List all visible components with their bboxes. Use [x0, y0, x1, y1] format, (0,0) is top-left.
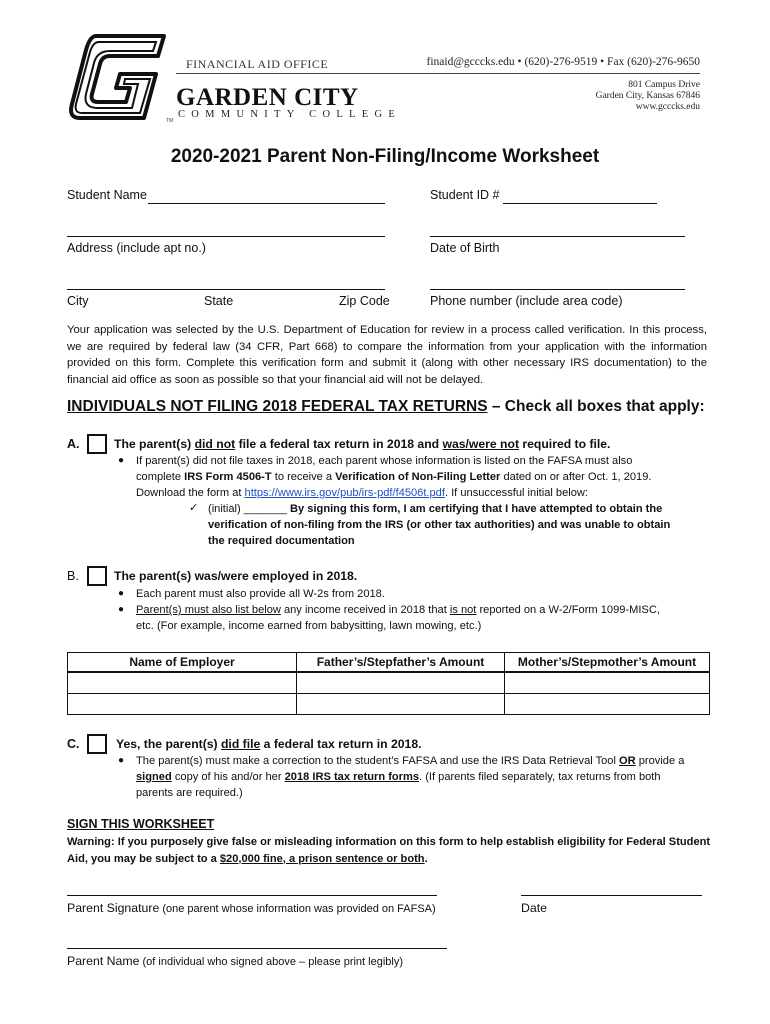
college-logo-icon [66, 32, 166, 124]
parent-signature-label: Parent Signature (one parent whose information was provided on FAFSA) [67, 901, 436, 915]
street: 801 Campus Drive [628, 80, 700, 90]
state-label: State [204, 294, 234, 308]
city-state-zip-line[interactable] [67, 289, 385, 290]
header-rule [176, 73, 700, 74]
student-id-label: Student ID # [430, 188, 500, 202]
contact-info: finaid@gcccks.edu • (620)-276-9519 • Fax (620)-276-9650 [426, 56, 700, 68]
zip-label: Zip Code [339, 294, 390, 308]
bullet-dot: ● [118, 588, 125, 599]
student-name-label: Student Name [67, 188, 147, 202]
father-amount-cell[interactable] [297, 694, 505, 715]
section-heading: INDIVIDUALS NOT FILING 2018 FEDERAL TAX RETURNS – Check all boxes that apply: [67, 398, 705, 415]
mother-amount-cell[interactable] [505, 694, 710, 715]
item-c-text: Yes, the parent(s) did file a federal tax return in 2018. [116, 737, 422, 751]
dob-label: Date of Birth [430, 241, 500, 255]
student-id-line[interactable] [503, 203, 657, 204]
col-father-amount: Father’s/Stepfather’s Amount [297, 653, 505, 673]
item-b-bullet-2: Parent(s) must also list below any income received in 2018 that is not reported on a W-2/Form 1099-MISC, etc. (For example, income earned from babysitting, lawn mowing, etc.) [136, 604, 660, 632]
item-c-checkbox[interactable] [87, 734, 107, 754]
trademark: TM [166, 118, 174, 124]
mother-amount-cell[interactable] [505, 672, 710, 694]
page-title: 2020-2021 Parent Non-Filing/Income Worksheet [170, 146, 600, 167]
bullet-dot: ● [118, 455, 125, 466]
father-amount-cell[interactable] [297, 672, 505, 694]
irs-form-link[interactable]: https://www.irs.gov/pub/irs-pdf/f4506t.pdf [244, 487, 445, 499]
date-line[interactable] [521, 895, 702, 896]
sign-heading: SIGN THIS WORKSHEET [67, 817, 215, 831]
table-header-row [68, 653, 710, 673]
item-a-certification: (initial) _______ By signing this form, I am certifying that I have attempted to obtain the verification of non-filing from the IRS (or other tax authorities) and was unable to obtain the required documentation [208, 503, 671, 547]
college-address [596, 80, 700, 113]
city-label: City [67, 294, 89, 308]
college-name: GARDEN CITY [176, 84, 359, 111]
parent-name-label: Parent Name (of individual who signed above – please print legibly) [67, 954, 404, 968]
item-a-label: A. [67, 437, 80, 451]
col-mother-amount: Mother’s/Stepmother’s Amount [505, 653, 710, 673]
item-a-bullet: If parent(s) did not file taxes in 2018, each parent whose information is listed on the FAFSA must also complete IRS Form 4506-T to receive a Verification of Non-Filing Letter dated on or after Oct. 1, 2019. Download the form at https://www.irs.gov/pub/irs-pdf/f4506t.pdf. If unsuccessful initial below: [136, 455, 652, 499]
table-row [68, 672, 710, 694]
parent-signature-line[interactable] [67, 895, 437, 896]
employer-cell[interactable] [68, 694, 297, 715]
college-subtitle: COMMUNITY COLLEGE [178, 109, 402, 120]
item-c-bullet: The parent(s) must make a correction to the student’s FAFSA and use the IRS Data Retrieval Tool OR provide a signed copy of his and/or her 2018 IRS tax return forms. (If parents filed separately, tax returns from both parents are required.) [136, 755, 685, 799]
bullet-dot: ● [118, 604, 125, 615]
parent-name-line[interactable] [67, 948, 447, 949]
item-b-bullet-1: Each parent must also provide all W-2s from 2018. [136, 588, 385, 600]
item-b-text: The parent(s) was/were employed in 2018. [114, 569, 358, 583]
phone-label: Phone number (include area code) [430, 294, 623, 308]
item-b-label: B. [67, 569, 79, 583]
city-state: Garden City, Kansas 67846 [595, 91, 700, 101]
dob-line[interactable] [430, 236, 685, 237]
employer-cell[interactable] [68, 672, 297, 694]
student-name-line[interactable] [148, 203, 385, 204]
checkmark-icon: ✓ [189, 502, 199, 514]
bullet-dot: ● [118, 755, 125, 766]
phone-line[interactable] [430, 289, 685, 290]
item-a-checkbox[interactable] [87, 434, 107, 454]
address-line[interactable] [67, 236, 385, 237]
item-c-label: C. [67, 737, 80, 751]
date-label: Date [521, 901, 547, 915]
website: www.gcccks.edu [635, 102, 700, 112]
item-b-checkbox[interactable] [87, 566, 107, 586]
warning-text: Warning: If you purposely give false or misleading information on this form to help establish eligibility for Federal Student Aid, you may be subject to a $20,000 fine, a prison sentence or both. [67, 836, 711, 865]
table-row [68, 694, 710, 715]
employer-table [67, 652, 710, 715]
office-name: FINANCIAL AID OFFICE [186, 57, 329, 71]
address-label: Address (include apt no.) [67, 241, 206, 255]
intro-paragraph: Your application was selected by the U.S. Department of Education for review in a process called verification. In this process, we are required by federal law (34 CFR, Part 668) to compare the information from your application with the information provided on this form. Complete this verification form and submit it (along with other necessary IRS documentation) to the financial aid office as soon as possible so that your financial aid will not be delayed. [67, 324, 707, 386]
col-employer: Name of Employer [68, 653, 297, 673]
item-a-text: The parent(s) did not file a federal tax return in 2018 and was/were not required to file. [114, 437, 611, 451]
